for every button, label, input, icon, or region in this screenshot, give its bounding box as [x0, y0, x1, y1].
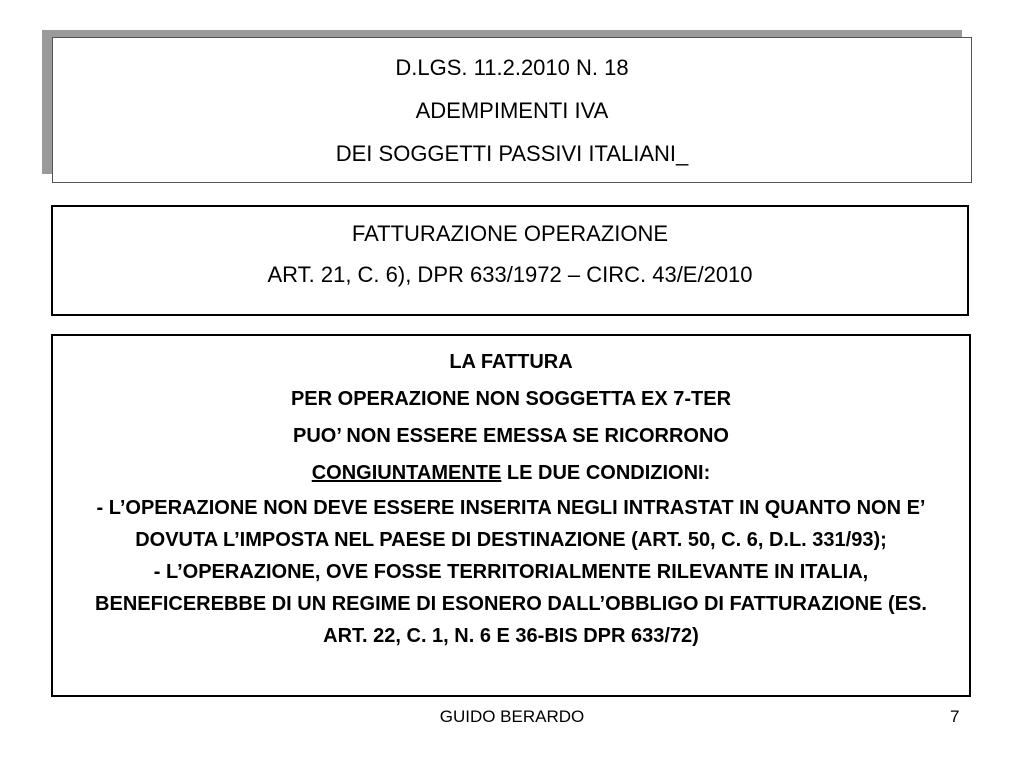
title-box: [52, 37, 972, 183]
condition-1: - L’OPERAZIONE NON DEVE ESSERE INSERITA NEGLI INTRASTAT IN QUANTO NON E’ DOVUTA L’IMPOSTA NEL PAESE DI DESTINAZIONE (ART. 50, C. 6, D.L. 331/93);: [96, 497, 926, 551]
body-line-2: PER OPERAZIONE NON SOGGETTA EX 7-TER: [290, 388, 732, 410]
title-line-2: ADEMPIMENTI IVA: [415, 97, 609, 123]
condition-2: - L’OPERAZIONE, OVE FOSSE TERRITORIALMENTE RILEVANTE IN ITALIA, BENEFICEREBBE DI UN REGIME DI ESONERO DALL’OBBLIGO DI FATTURAZIONE (ES. ART. 22, C. 1, N. 6 E 36-BIS DPR 633/72): [95, 561, 927, 647]
title-line-1: D.LGS. 11.2.2010 N. 18: [395, 54, 629, 80]
subtitle-box: [51, 205, 969, 316]
body-line-3: PUO’ NON ESSERE EMESSA SE RICORRONO: [292, 425, 729, 447]
content-box: [51, 334, 971, 697]
body-line-4-rest: LE DUE CONDIZIONI:: [501, 462, 711, 484]
footer-author: GUIDO BERARDO: [439, 707, 585, 726]
title-line-3: DEI SOGGETTI PASSIVI ITALIANI_: [335, 140, 689, 166]
body-line-4: [73, 455, 949, 492]
emphasis-underlined: CONGIUNTAMENTE: [311, 462, 502, 484]
page-number: 7: [950, 707, 960, 726]
subtitle-line-1: FATTURAZIONE OPERAZIONE: [351, 221, 669, 246]
body-line-1: LA FATTURA: [449, 351, 573, 373]
subtitle-line-2: ART. 21, C. 6), DPR 633/1972 – CIRC. 43/E/2010: [267, 262, 753, 287]
